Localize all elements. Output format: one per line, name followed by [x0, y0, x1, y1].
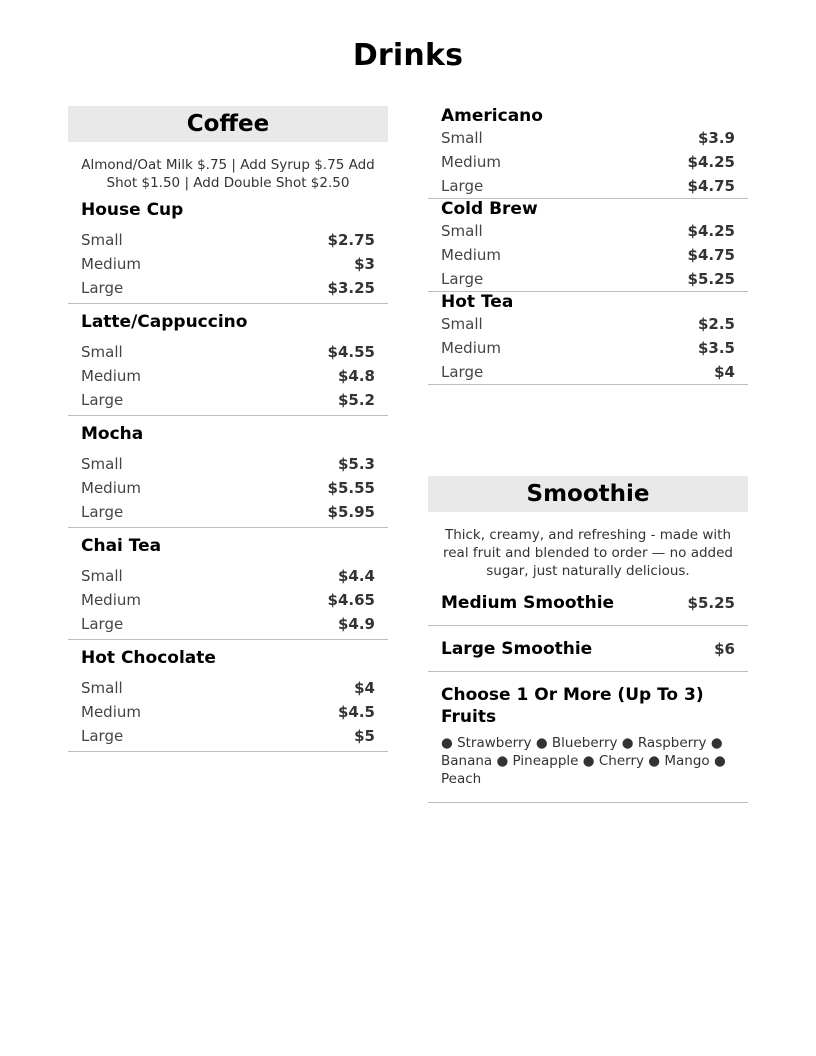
smoothie-description: Thick, creamy, and refreshing - made with real fruit and blended to order — no added sugar, just naturally delicious.	[443, 527, 733, 579]
size-label: Medium	[81, 367, 141, 385]
size-price: $4.55	[327, 343, 375, 361]
size-row	[81, 612, 375, 636]
size-price: $5.3	[337, 455, 375, 473]
menu-item-large-smoothie	[428, 626, 748, 672]
size-price: $4.25	[687, 222, 735, 240]
size-row	[81, 724, 375, 748]
menu-item-house-cup	[68, 192, 388, 304]
size-label: Small	[81, 567, 123, 585]
size-label: Medium	[81, 479, 141, 497]
size-label: Large	[81, 503, 124, 521]
size-price: $5.95	[327, 503, 375, 521]
item-name: House Cup	[81, 200, 184, 220]
size-row	[81, 452, 375, 476]
size-label: Medium	[81, 255, 141, 273]
size-label: Large	[441, 363, 484, 381]
item-name: Medium Smoothie	[441, 592, 615, 613]
item-price: $6	[714, 639, 735, 658]
size-row	[81, 276, 375, 300]
size-price: $4.9	[337, 615, 375, 633]
size-label: Medium	[81, 703, 141, 721]
coffee-section	[68, 106, 388, 752]
size-price: $3.9	[697, 129, 735, 147]
size-label: Large	[81, 279, 124, 297]
size-row	[81, 388, 375, 412]
smoothie-section	[428, 476, 748, 803]
page-title: Drinks	[352, 38, 464, 73]
size-label: Small	[81, 679, 123, 697]
size-label: Medium	[441, 339, 501, 357]
size-row	[81, 700, 375, 724]
item-price: $5.25	[687, 593, 735, 612]
smoothie-header: Smoothie	[428, 476, 748, 512]
item-name: Chai Tea	[81, 536, 162, 556]
coffee-addons-note: Almond/Oat Milk $.75 | Add Syrup $.75 Add Shot $1.50 | Add Double Shot $2.50	[81, 157, 375, 191]
menu-item-mocha	[68, 416, 388, 528]
menu-item-medium-smoothie	[428, 580, 748, 626]
size-row	[81, 252, 375, 276]
item-name: Large Smoothie	[441, 638, 593, 659]
size-label: Large	[81, 615, 124, 633]
size-label: Small	[441, 315, 483, 333]
size-label: Large	[441, 270, 484, 288]
size-row	[441, 174, 735, 198]
size-price: $3.25	[327, 279, 375, 297]
menu-item-chai-tea	[68, 528, 388, 640]
size-label: Large	[81, 727, 124, 745]
size-price: $3.5	[697, 339, 735, 357]
size-price: $4.5	[337, 703, 375, 721]
size-price: $2.5	[697, 315, 735, 333]
fruit-list: ● Strawberry ● Blueberry ● Raspberry ● Banana ● Pineapple ● Cherry ● Mango ● Peach	[441, 735, 726, 787]
size-label: Medium	[81, 591, 141, 609]
size-row	[81, 340, 375, 364]
item-name: Latte/Cappuccino	[81, 312, 248, 332]
size-price: $4.65	[327, 591, 375, 609]
menu-item-hot-tea	[428, 292, 748, 385]
size-price: $4	[714, 363, 735, 381]
item-name: Hot Tea	[441, 292, 514, 312]
size-row	[81, 564, 375, 588]
menu-item-hot-chocolate	[68, 640, 388, 752]
size-row	[441, 219, 735, 243]
fruit-choice-option	[428, 672, 748, 803]
size-price: $4	[354, 679, 375, 697]
size-label: Small	[81, 343, 123, 361]
item-name: Cold Brew	[441, 199, 538, 219]
fruit-option-title: Choose 1 Or More (Up To 3) Fruits	[441, 685, 704, 727]
size-row	[441, 150, 735, 174]
size-label: Small	[441, 222, 483, 240]
size-label: Small	[81, 455, 123, 473]
size-price: $4.4	[337, 567, 375, 585]
size-row	[441, 243, 735, 267]
menu-item-latte-cappuccino	[68, 304, 388, 416]
size-label: Medium	[441, 153, 501, 171]
size-row	[441, 360, 735, 384]
size-row	[81, 500, 375, 524]
coffee-header: Coffee	[68, 106, 388, 142]
menu-item-americano	[428, 106, 748, 199]
size-price: $4.75	[687, 177, 735, 195]
size-row	[441, 126, 735, 150]
size-row	[441, 336, 735, 360]
size-price: $5.2	[337, 391, 375, 409]
item-name: Hot Chocolate	[81, 648, 216, 668]
size-row	[81, 588, 375, 612]
size-label: Large	[441, 177, 484, 195]
size-row	[441, 312, 735, 336]
size-price: $5.25	[687, 270, 735, 288]
size-price: $5	[354, 727, 375, 745]
size-label: Medium	[441, 246, 501, 264]
size-label: Large	[81, 391, 124, 409]
size-price: $3	[354, 255, 375, 273]
size-label: Small	[81, 231, 123, 249]
coffee-section-continued	[428, 106, 748, 385]
size-price: $4.8	[337, 367, 375, 385]
size-label: Small	[441, 129, 483, 147]
size-price: $4.25	[687, 153, 735, 171]
size-row	[81, 476, 375, 500]
item-name: Americano	[441, 106, 543, 126]
size-price: $4.75	[687, 246, 735, 264]
size-row	[81, 364, 375, 388]
size-price: $2.75	[327, 231, 375, 249]
size-row	[81, 228, 375, 252]
size-row	[81, 676, 375, 700]
menu-item-cold-brew	[428, 199, 748, 292]
item-name: Mocha	[81, 424, 144, 444]
size-row	[441, 267, 735, 291]
size-price: $5.55	[327, 479, 375, 497]
